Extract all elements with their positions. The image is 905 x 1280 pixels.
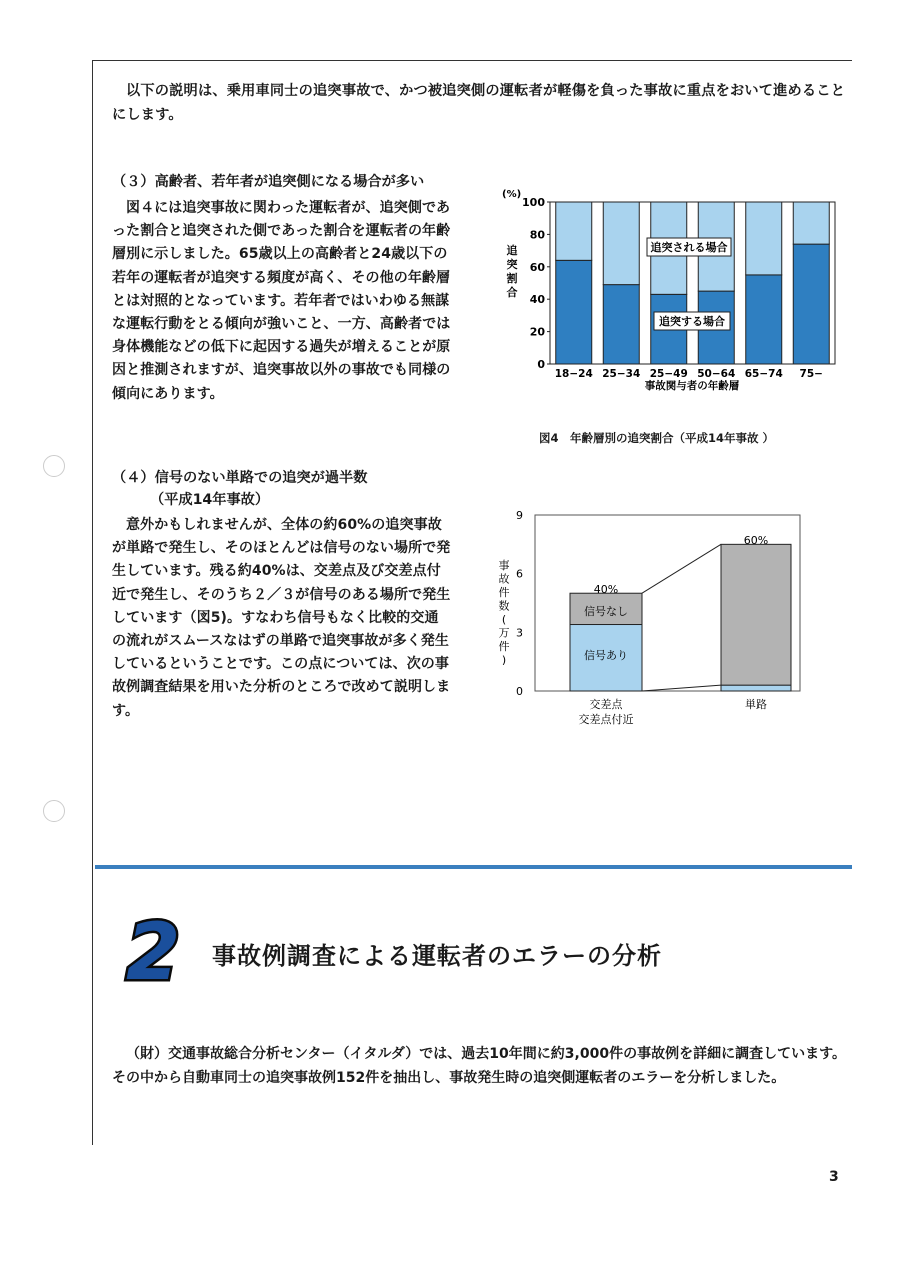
- fig5-label-signal: 信号あり: [584, 649, 628, 662]
- fig4-bars: [556, 202, 830, 364]
- page-frame-top-rule: [92, 60, 852, 61]
- svg-text:2: 2: [126, 915, 181, 987]
- section-4-subheading: （平成14年事故）: [150, 492, 270, 508]
- fig5-y-axis-label-char: ): [501, 653, 507, 667]
- fig5-cat1-line1: 交差点: [589, 698, 623, 711]
- fig4-x-axis-label: 事故関与者の年齢層: [644, 380, 740, 392]
- fig5-label-60: 60%: [743, 534, 769, 547]
- fig4-x-tick-label: 50−64: [697, 368, 736, 380]
- fig5-y-tick-label: 3: [516, 626, 523, 640]
- fig4-y-tick-label: 60: [529, 260, 545, 274]
- section-4-body: 意外かもしれませんが、全体の約60%の追突事故が単路で発生し、そのほとんどは信号のない場所で発生しています。残る約40%は、交差点及び交差点付近で発生し、そのうち２／３が信号のある場所で発生しています（図5)。すなわち信号もなく比較的交通の流れがスムースなはずの単路で追突事故が多く発生しているということです。この点については、次の事故例調査結果を用いた分析のところで改めて説明します。: [112, 517, 451, 719]
- fig4-y-axis-label-char: 合: [506, 286, 518, 299]
- fig4-unit-label: (%): [502, 189, 522, 200]
- fig4-y-tick-label: 40: [529, 293, 545, 307]
- fig4-plot-border: [550, 202, 835, 364]
- section-2-title: 事故例調査による運転者のエラーの分析: [212, 942, 662, 970]
- fig5-y-axis-label-char: 数: [498, 599, 510, 613]
- fig5-y-ticks: [516, 509, 523, 698]
- punch-hole-mark: [43, 455, 65, 477]
- fig5-y-tick-label: 0: [516, 685, 523, 698]
- fig4-x-tick-label: 75−: [799, 368, 823, 380]
- fig4-label-lower: 追突する場合: [659, 315, 725, 328]
- fig4-y-axis-label-char: 追: [506, 244, 518, 257]
- section-3-body: 図４には追突事故に関わった運転者が、追突側であった割合と追突された側であった割合を運転者の年齢層別に示しました。65歳以上の高齢者と24歳以下の若年の運転者が追突する頻度が高く、その他の年齢層とは対照的となっています。若年者ではいわゆる無謀な運転行動をとる傾向が強いこと、一方、高齢者では身体機能などの低下に起因する過失が増えることが原因と推測されますが、追突事故以外の事故でも同様の傾向にあります。: [112, 200, 451, 402]
- fig5-bar-no-signal: [721, 544, 791, 685]
- fig4-y-axis-label-char: 割: [506, 272, 518, 285]
- punch-hole-mark: [43, 800, 65, 822]
- section-3-heading: （３）高齢者、若年者が追突側になる場合が多い: [112, 174, 425, 190]
- fig4-bar-lower: [603, 285, 639, 364]
- section-4-heading: （４）信号のない単路での追突が過半数: [112, 470, 368, 486]
- fig4-bar-lower: [746, 275, 782, 364]
- section-divider: [95, 865, 852, 869]
- fig4-x-tick-label: 25−34: [602, 368, 641, 380]
- figure-4-chart: [490, 180, 860, 405]
- fig4-x-tick-label: 65−74: [744, 368, 783, 380]
- fig5-label-no-signal: 信号なし: [584, 605, 628, 618]
- fig4-y-tick-label: 100: [522, 196, 545, 209]
- fig5-y-axis-label-char: 件: [498, 640, 510, 653]
- fig5-y-axis-label-char: 事: [498, 559, 510, 572]
- fig4-y-ticks: [522, 196, 550, 371]
- fig5-bar-signal: [721, 685, 791, 691]
- fig5-y-tick-label: 6: [516, 567, 523, 581]
- fig4-bar-lower: [793, 244, 829, 364]
- fig5-y-axis-label-char: (: [501, 613, 507, 626]
- fig4-y-tick-label: 20: [529, 325, 545, 339]
- fig4-bar-upper: [603, 202, 639, 285]
- fig4-label-upper: 追突される場合: [650, 241, 728, 254]
- intro-paragraph: 以下の説明は、乗用車同士の追突事故で、かつ被追突側の運転者が軽傷を負った事故に重点をおいて進めることにします。: [112, 83, 846, 123]
- fig5-cat2: 単路: [745, 698, 767, 711]
- fig5-y-axis-label-char: 万: [498, 626, 510, 640]
- fig4-x-tick-label: 25−49: [649, 368, 688, 380]
- fig4-y-axis-label: [507, 243, 518, 299]
- figure-5-chart: [490, 505, 810, 740]
- section-2-number-badge: [120, 915, 190, 987]
- fig5-label-40: 40%: [593, 583, 619, 596]
- fig5-y-tick-label: 9: [516, 509, 523, 522]
- fig4-y-axis-label-char: 突: [506, 258, 518, 271]
- fig5-connector-top: [642, 544, 721, 593]
- fig4-x-ticks: [555, 368, 823, 380]
- fig5-y-axis-label-char: 件: [498, 586, 510, 599]
- fig5-cat1-line2: 交差点付近: [578, 713, 634, 726]
- fig4-x-tick-label: 18−24: [554, 368, 593, 380]
- fig5-y-axis-label-char: 故: [498, 572, 510, 586]
- fig5-y-axis-label: [499, 558, 510, 667]
- fig4-bar-upper: [793, 202, 829, 244]
- fig4-y-tick-label: 80: [529, 228, 545, 242]
- figure-4-caption: 図4 年齢層別の追突割合（平成14年事故 ）: [539, 431, 775, 445]
- fig4-bar-upper: [746, 202, 782, 275]
- fig4-bar-upper: [556, 202, 592, 260]
- section-2-body: （財）交通事故総合分析センター（イタルダ）では、過去10年間に約3,000件の事故例を詳細に調査しています。その中から自動車同士の追突事故例152件を抽出し、事故発生時の追突側運転者のエラーを分析しました。: [112, 1046, 846, 1086]
- fig4-y-tick-label: 0: [537, 358, 545, 371]
- page-number: 3: [829, 1169, 839, 1185]
- fig5-connector-bottom: [642, 685, 721, 691]
- fig4-bar-lower: [556, 260, 592, 364]
- page-frame-left-rule: [92, 60, 93, 1145]
